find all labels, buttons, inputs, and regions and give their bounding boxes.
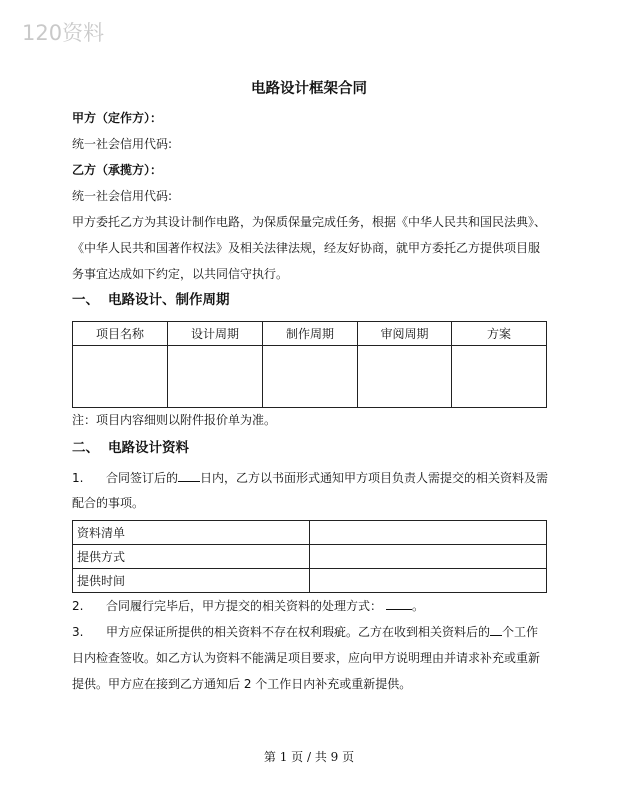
item2-end: 。 — [412, 599, 425, 613]
item2-text: 合同履行完毕后，甲方提交的相关资料的处理方式： — [106, 599, 383, 613]
watermark: 120资料 — [22, 21, 105, 45]
intro-line-1: 甲方委托乙方为其设计制作电路，为保质保量完成任务，根据《中华人民共和国民法典》、 — [72, 215, 547, 229]
col-header-project-name: 项目名称 — [73, 322, 168, 346]
table-cell — [358, 346, 452, 408]
table-cell — [310, 521, 547, 545]
row-label-delivery-time: 提供时间 — [73, 569, 310, 593]
section2-title: 电路设计资料 — [108, 440, 189, 456]
item3-text-after: 个工作 — [502, 625, 539, 639]
party-b-label: 乙方（承揽方）： — [72, 163, 163, 177]
table-cell — [73, 346, 168, 408]
party-b-credit-code: 统一社会信用代码: — [72, 189, 173, 203]
col-header-review-cycle: 审阅周期 — [358, 322, 452, 346]
document-title: 电路设计框架合同 — [251, 80, 367, 97]
section1-title: 电路设计、制作周期 — [108, 292, 230, 308]
intro-line-3: 务事宜达成如下约定，以共同信守执行。 — [72, 267, 289, 281]
item1-number: 1. — [72, 471, 84, 485]
table-cell — [310, 545, 547, 569]
handling-blank — [386, 609, 412, 610]
section1-number: 一、 — [72, 292, 99, 308]
item3-number: 3. — [72, 625, 84, 639]
section2-heading — [72, 440, 189, 456]
table-header-row — [73, 322, 547, 346]
days-blank — [490, 635, 502, 636]
section1-heading — [72, 292, 230, 308]
item1-text-before: 合同签订后的 — [106, 471, 179, 485]
item1-line-1 — [72, 470, 548, 486]
item3-text-before: 甲方应保证所提供的相关资料不存在权利瑕疵。乙方在收到相关资料后的 — [106, 625, 491, 639]
item2-line — [72, 598, 424, 614]
table-row — [73, 545, 547, 569]
col-header-design-cycle: 设计周期 — [168, 322, 263, 346]
party-a-credit-code: 统一社会信用代码: — [72, 137, 173, 151]
table-cell — [452, 346, 547, 408]
item3-line-1 — [72, 624, 538, 640]
table-row — [73, 521, 547, 545]
table-cell — [168, 346, 263, 408]
table-cell — [310, 569, 547, 593]
section1-note: 注：项目内容细则以附件报价单为准。 — [72, 413, 277, 427]
table-cell — [263, 346, 358, 408]
table-row — [73, 346, 547, 408]
col-header-plan: 方案 — [452, 322, 547, 346]
col-header-production-cycle: 制作周期 — [263, 322, 358, 346]
item1-text-after: 日内，乙方以书面形式通知甲方项目负责人需提交的相关资料及需 — [200, 471, 549, 485]
party-a-label: 甲方（定作方）： — [72, 111, 163, 125]
intro-line-2: 《中华人民共和国著作权法》及相关法律法规，经友好协商，就甲方委托乙方提供项目服 — [72, 241, 541, 255]
section2-number: 二、 — [72, 440, 99, 456]
item1-line-2: 配合的事项。 — [72, 496, 145, 510]
item2-number: 2. — [72, 599, 84, 613]
page-footer: 第 1 页 / 共 9 页 — [263, 750, 355, 764]
item3-line-3: 提供。甲方应在接到乙方通知后 2 个工作日内补充或重新提供。 — [72, 677, 412, 691]
days-blank — [178, 481, 200, 482]
row-label-delivery-method: 提供方式 — [73, 545, 310, 569]
materials-table — [72, 520, 547, 593]
schedule-table — [72, 321, 547, 408]
row-label-materials-list: 资料清单 — [73, 521, 310, 545]
item3-line-2: 日内检查签收。如乙方认为资料不能满足项目要求，应向甲方说明理由并请求补充或重新 — [72, 651, 541, 665]
table-row — [73, 569, 547, 593]
